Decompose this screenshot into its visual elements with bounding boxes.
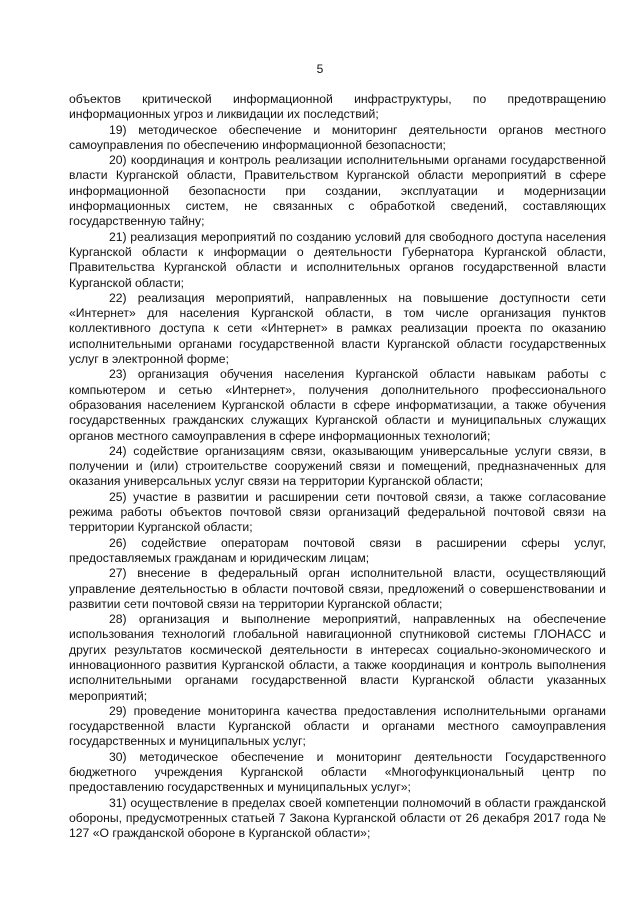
paragraph-item-27: 27) внесение в федеральный орган исполнительной власти, осуществляющий управление деятельностью в области почтовой связи, предложений о совершенствовании и развитии сети почтовой связи на территории Курганской области; <box>69 566 606 611</box>
paragraph-continuation: объектов критической информационной инфраструктуры, по предотвращению информационных угроз и ликвидации их последствий; <box>69 92 606 122</box>
document-body <box>69 92 606 842</box>
paragraph-item-23: 23) организация обучения населения Курганской области навыкам работы с компьютером и сетью «Интернет», получения дополнительного профессионального образования населением Курганской области в сфере информатизации, а также обучения государственных гражданских служащих Курганской области и муниципальных служащих органов местного самоуправления в сфере информационных технологий; <box>69 367 606 443</box>
paragraph-item-24: 24) содействие организациям связи, оказывающим универсальные услуги связи, в получении и (или) строительстве сооружений связи и помещений, предназначенных для оказания универсальных услуг связи на территории Курганской области; <box>69 443 606 489</box>
paragraph-item-19: 19) методическое обеспечение и мониторинг деятельности органов местного самоуправления по обеспечению информационной безопасности; <box>69 122 606 152</box>
paragraph-item-31: 31) осуществление в пределах своей компетенции полномочий в области гражданской обороны, предусмотренных статьей 7 Закона Курганской области от 26 декабря 2017 года № 127 «О гражданской обороне в Курганской области»; <box>69 795 606 841</box>
paragraph-item-30: 30) методическое обеспечение и мониторинг деятельности Государственного бюджетного учреждения Курганской области «Многофункциональный центр по предоставлению государственных и муниципальных услуг»; <box>69 749 606 795</box>
paragraph-item-22: 22) реализация мероприятий, направленных на повышение доступности сети «Интернет» для населения Курганской области, в том числе организация пунктов коллективного доступа к сети «Интернет» в рамках реализации проекта по оказанию исполнительными органами государственной власти Курганской области государственных услуг в электронной форме; <box>69 290 606 367</box>
paragraph-item-29: 29) проведение мониторинга качества предоставления исполнительными органами государственной власти Курганской области и органами местного самоуправления государственных и муниципальных услуг; <box>69 703 606 749</box>
paragraph-item-21: 21) реализация мероприятий по созданию условий для свободного доступа населения Курганской области к информации о деятельности Губернатора Курганской области, Правительства Курганской области и исполнительных органов государственной власти Курганской области; <box>69 229 606 290</box>
paragraph-item-26: 26) содействие операторам почтовой связи в расширении сферы услуг, предоставляемых гражданам и юридическим лицам; <box>69 535 606 565</box>
page-number: 5 <box>316 62 324 76</box>
paragraph-item-28: 28) организация и выполнение мероприятий, направленных на обеспечение использования технологий глобальной навигационной спутниковой системы ГЛОНАСС и других результатов космической деятельности в интересах социально-экономического и инновационного развития Курганской области, а также координация и контроль выполнения исполнительными органами государственной власти Курганской области указанных мероприятий; <box>69 612 606 703</box>
paragraph-item-20: 20) координация и контроль реализации исполнительными органами государственной власти Курганской области, Правительством Курганской области мероприятий в сфере информационной безопасности при создании, эксплуатации и модернизации информационных систем, не связанных с обработкой сведений, составляющих государственную тайну; <box>69 153 606 229</box>
paragraph-item-25: 25) участие в развитии и расширении сети почтовой связи, а также согласование режима работы объектов почтовой связи организаций федеральной почтовой связи на территории Курганской области; <box>69 489 606 535</box>
